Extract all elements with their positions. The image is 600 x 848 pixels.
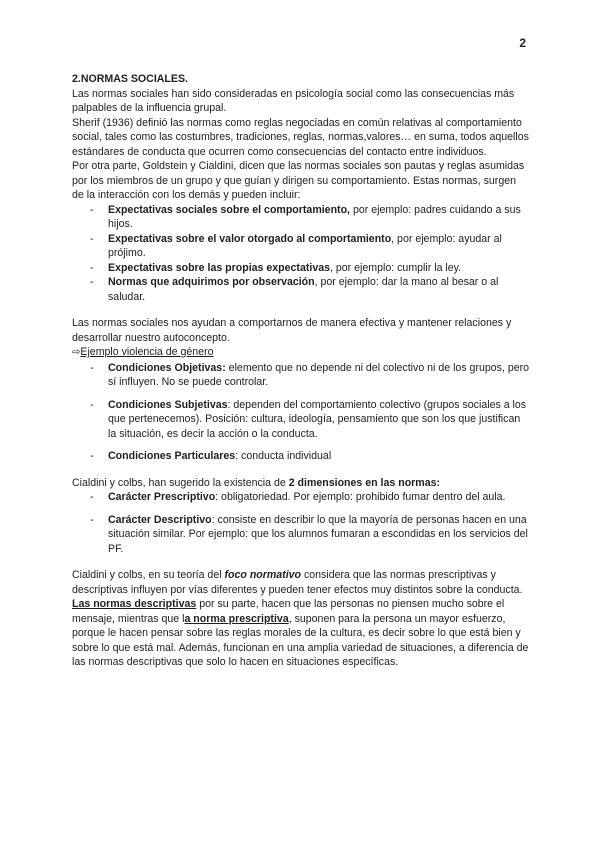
descriptive-norms-term: Las normas descriptivas	[72, 598, 197, 610]
paragraph-benefits: Las normas sociales nos ayudan a comportarnos de manera efectiva y mantener relaciones y desarrollar nuestro autoconcepto.	[72, 317, 512, 344]
dimensions-list	[72, 490, 530, 556]
list-item-text: por ejemplo: padres cuidando a sus hijos.	[108, 203, 521, 230]
list-item: - Carácter Prescriptivo: obligatoriedad. Por ejemplo: prohibido fumar dentro del aula.	[90, 491, 506, 503]
paragraph-goldstein: Por otra parte, Goldstein y Cialdini, dicen que las normas sociales son pautas y reglas asumidas por los miembros de un grupo y que guían y dirigen su comportamiento. Estas normas, surgen de la interacción con los demás y pueden incluir:	[72, 160, 525, 201]
list-item-bold: Condiciones Particulares	[108, 450, 236, 462]
expectations-list	[72, 203, 530, 305]
text-run: , suponen para la persona un mayor esfuerzo, porque le hacen pensar sobre las reglas morales de la cultura, es decir sobre lo que está bien y sobre lo que está mal. Además, funcionan en una amplia variedad de situaciones, a diferencia de las normas descriptivas que solo lo hacen en situaciones específicas.	[72, 612, 529, 668]
list-item: - Normas que adquirimos por observación, por ejemplo: dar la mano al besar o al saludar.	[90, 276, 499, 303]
list-item-bold: Carácter Prescriptivo	[108, 491, 216, 503]
prescriptive-norm-term: a norma prescriptiva	[184, 612, 289, 625]
paragraph-normative-focus	[72, 568, 530, 670]
list-item-bold: Expectativas sociales sobre el comportamiento,	[108, 203, 350, 216]
list-item-bold: Normas que adquirimos por observación	[108, 276, 315, 288]
page-content	[72, 72, 530, 670]
example-title: Ejemplo violencia de género	[80, 346, 214, 358]
list-item-text: : conducta individual	[235, 450, 332, 462]
list-item-text: , por ejemplo: ayudar al prójimo.	[108, 232, 502, 259]
list-item: - Expectativas sobre el valor otorgado al comportamiento, por ejemplo: ayudar al prójimo.	[90, 232, 502, 259]
list-item: - Expectativas sobre las propias expectativas, por ejemplo: cumplir la ley.	[90, 261, 462, 274]
arrow-right-icon: ⇨	[72, 347, 81, 358]
text-run: por su parte, hacen que las personas no piensen mucho sobre el mensaje, mientras que l	[72, 598, 505, 625]
page-number: 2	[519, 36, 526, 50]
example-heading	[72, 345, 530, 361]
foco-normativo-term: foco normativo	[224, 569, 302, 581]
list-item: - Condiciones Objetivas: elemento que no depende ni del colectivo ni de los grupos, pero sí influyen. No se puede controlar.	[90, 361, 530, 388]
list-item-text: : obligatoriedad. Por ejemplo: prohibido fumar dentro del aula.	[215, 491, 506, 503]
dimensions-bold: 2 dimensiones en las normas:	[288, 476, 441, 489]
text-run: Cialdini y colbs, en su teoría del	[72, 569, 225, 581]
conditions-list	[72, 361, 530, 464]
text-run: considera que las normas prescriptivas y descriptivas influyen por vías diferentes y pueden tener efectos muy distintos sobre la conducta.	[72, 569, 523, 596]
paragraph-intro: Las normas sociales han sido consideradas en psicología social como las consecuencias más palpables de la influencia grupal.	[72, 87, 515, 114]
dimensions-text: Cialdini y colbs, han sugerido la existencia de	[72, 476, 289, 489]
list-item-bold: Condiciones Objetivas:	[108, 361, 226, 374]
list-item: - Carácter Descriptivo: consiste en describir lo que la mayoría de personas hacen en una situación similar. Por ejemplo: que los alumnos fumaran a escondidas en los servicios del PF.	[90, 513, 528, 555]
list-item-bold: Condiciones Subjetivas	[108, 398, 228, 411]
list-item-text: : dependen del comportamiento colectivo (grupos sociales a los que pertenecemos). Posición: cultura, ideología, pensamiento que son los que justifican la situación, es decir la acción o la conducta.	[108, 398, 527, 440]
list-item-text: elemento que no depende ni del colectivo ni de los grupos, pero sí influyen. No se puede controlar.	[108, 361, 530, 388]
list-item-text: , por ejemplo: dar la mano al besar o al saludar.	[108, 276, 499, 303]
list-item: - Condiciones Particulares: conducta individual	[90, 450, 332, 462]
list-item-bold: Expectativas sobre el valor otorgado al comportamiento	[108, 232, 392, 245]
list-item: - Expectativas sociales sobre el comportamiento, por ejemplo: padres cuidando a sus hijos.	[90, 203, 521, 230]
list-item-bold: Expectativas sobre las propias expectativas	[108, 261, 330, 274]
paragraph-sherif: Sherif (1936) definió las normas como reglas negociadas en común relativas al comportamiento social, tales como las costumbres, tradiciones, reglas, normas,valores… en suma, todos aquellos estándares de conducta que ocurren como consecuencias del contacto entre individuos.	[72, 116, 529, 158]
paragraph-dimensions	[72, 476, 530, 491]
list-item-text: : consiste en describir lo que la mayoría de personas hacen en una situación similar. Por ejemplo: que los alumnos fumaran a escondidas en los servicios del PF.	[108, 513, 528, 555]
list-item-text: , por ejemplo: cumplir la ley.	[330, 261, 462, 274]
list-item-bold: Carácter Descriptivo	[108, 513, 212, 526]
section-heading: 2.NORMAS SOCIALES.	[72, 73, 188, 85]
list-item: - Condiciones Subjetivas: dependen del comportamiento colectivo (grupos sociales a los que pertenecemos). Posición: cultura, ideología, pensamiento que son los que justifican la situación, es decir la acción o la conducta.	[90, 398, 527, 440]
